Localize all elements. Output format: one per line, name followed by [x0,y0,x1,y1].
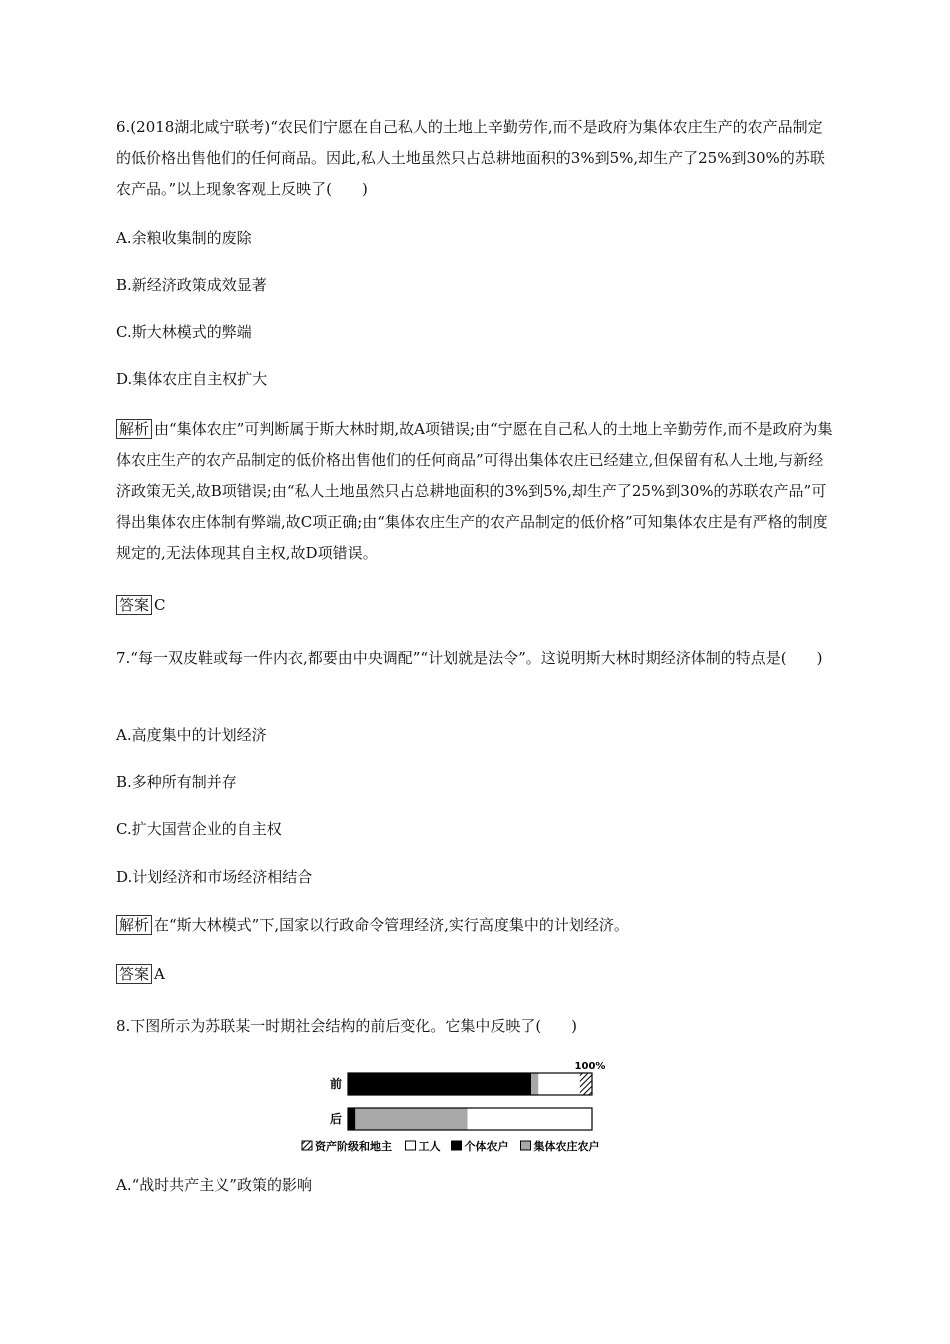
q7-analysis-block [116,915,629,935]
bar-segment-1-- [468,1108,592,1130]
q6-answer-value: C [154,596,166,614]
legend-swatch-- [406,1141,416,1150]
bar-segment-0-- [348,1073,531,1095]
q7-option-a: A.高度集中的计划经济 [116,726,267,744]
q7-option-b: B.多种所有制并存 [116,773,237,791]
q7-stem: 7.“每一双皮鞋或每一件内衣,都要由中央调配”“计划就是法令”。这说明斯大林时期经济体制的特点是( ) [116,649,823,667]
legend-label--: 集体农庄农户 [533,1140,600,1153]
percent-label: 100% [574,1061,606,1072]
bar-segment-0-- [580,1073,592,1095]
q7-analysis-text: 在“斯大林模式”下,国家以行政命令管理经济,实行高度集中的计划经济。 [154,916,629,934]
q6-analysis-text: 由“集体农庄”可判断属于斯大林时期,故A项错误;由“宁愿在自己私人的土地上辛勤劳作,而不是政府为集体农庄生产的农产品制定的低价格出售他们的任何商品”可得出集体农庄已经建立,但保留有私人土地,与新经济政策无关,故B项错误;由“私人土地虽然只占总耕地面积的3%到5%,却生产了25%到30%的苏联农产品”可得出集体农庄体制有弊端,故C项正确;由“集体农庄生产的农产品制定的低价格”可知集体农庄是有严格的制度规定的,无法体现其自主权,故D项错误。 [116,420,833,562]
q6-option-c: C.斯大林模式的弊端 [116,323,252,341]
q6-option-a: A.余粮收集制的废除 [116,229,252,247]
q6-answer-block [116,595,166,615]
legend-swatch-- [452,1141,462,1150]
legend-label--: 个体农户 [464,1140,509,1153]
q6-stem: 6.(2018湖北咸宁联考)“农民们宁愿在自己私人的土地上辛勤劳作,而不是政府为集体农庄生产的农产品制定的低价格出售他们的任何商品。因此,私人土地虽然只占总耕地面积的3%到5%,却生产了25%到30%的苏联农产品。”以上现象客观上反映了( ) [116,118,825,198]
q7-answer-block [116,964,165,984]
legend-label--: 工人 [418,1140,441,1153]
q7-answer-value: A [154,965,165,983]
legend-label--: 资产阶级和地主 [315,1140,392,1153]
bar-segment-1-- [355,1108,467,1130]
bar-segment-1-- [348,1108,355,1130]
bar-segment-0-- [538,1073,579,1095]
analysis-tag: 解析 [116,915,152,935]
q8-option-a: A.“战时共产主义”政策的影响 [116,1176,312,1194]
category-label: 后 [329,1112,342,1126]
q6-option-b: B.新经济政策成效显著 [116,276,267,294]
answer-tag: 答案 [116,964,152,984]
q7-option-d: D.计划经济和市场经济相结合 [116,868,313,886]
q6-analysis-block [116,414,836,569]
bar-segment-0-- [531,1073,538,1095]
social-structure-chart [300,1055,680,1160]
q7-option-c: C.扩大国营企业的自主权 [116,820,282,838]
legend-swatch-- [521,1141,531,1150]
q6-option-d: D.集体农庄自主权扩大 [116,370,268,388]
analysis-tag: 解析 [116,419,152,439]
q8-stem: 8.下图所示为苏联某一时期社会结构的前后变化。它集中反映了( ) [116,1017,578,1035]
legend-swatch-- [302,1141,312,1150]
category-label: 前 [329,1077,342,1091]
answer-tag: 答案 [116,595,152,615]
